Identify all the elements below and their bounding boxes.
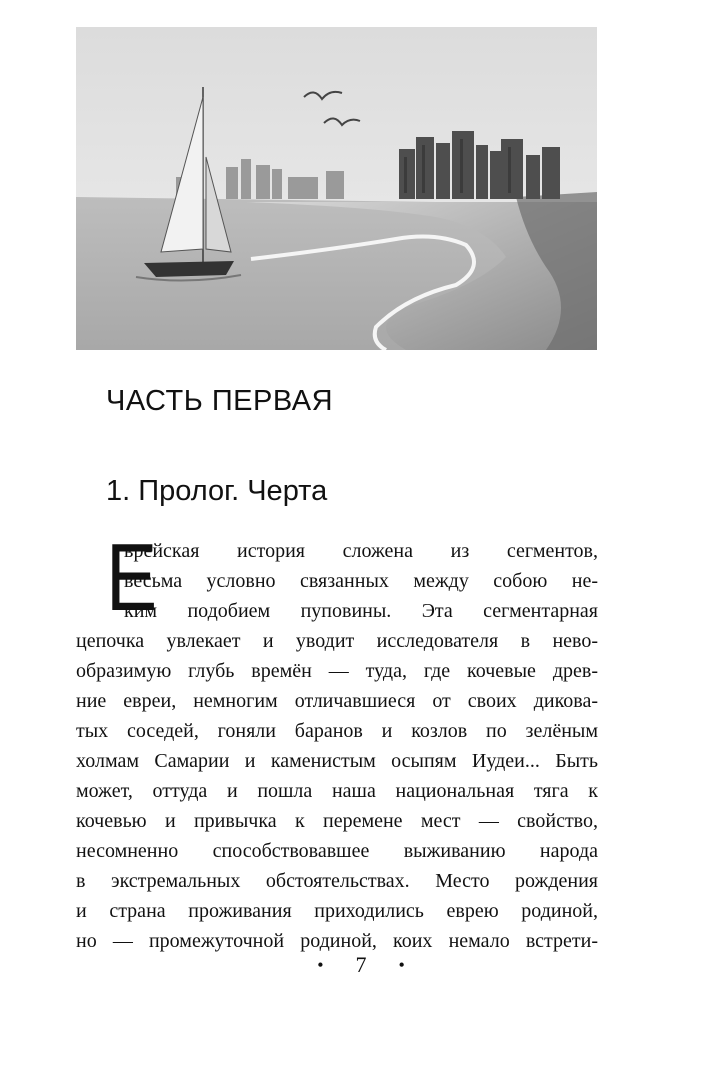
body-line: но — промежуточной родиной, коих немало встрети- [76,930,598,952]
body-line: ние евреи, немногим отличавшиеся от своих дикова- [76,690,598,712]
sailboat-sketch-image [76,27,597,350]
part-title: ЧАСТЬ ПЕРВАЯ [106,385,334,417]
body-line: в экстремальных обстоятельствах. Место рождения [76,870,598,892]
footer-bullet-left: • [317,954,324,975]
body-line: кочевью и привычка к перемене мест — свойство, [76,810,598,832]
body-line: образимую глубь времён — туда, где кочевые древ- [76,660,598,682]
chapter-illustration [76,27,597,350]
body-line: весьма условно связанных между собою не- [124,570,598,592]
body-line: ким подобием пуповины. Эта сегментарная [124,600,598,622]
chapter-title: 1. Пролог. Черта [106,475,328,507]
page-footer [0,950,722,980]
body-line: тых соседей, гоняли баранов и козлов по зелёным [76,720,598,742]
drop-cap-letter: Е [106,524,158,631]
body-line: холмам Самарии и каменистым осыпям Иудеи... Быть [76,750,598,772]
body-text [76,524,598,956]
footer-bullet-right: • [398,954,405,975]
body-line: несомненно способствовавшее выживанию народа [76,840,598,862]
body-line: цепочка увлекает и уводит исследователя в нево- [76,630,598,652]
body-line: и страна проживания приходились еврею родиной, [76,900,598,922]
body-line: врейская история сложена из сегментов, [124,540,598,562]
body-line: может, оттуда и пошла наша национальная тяга к [76,780,598,802]
page-number: 7 [355,952,367,977]
